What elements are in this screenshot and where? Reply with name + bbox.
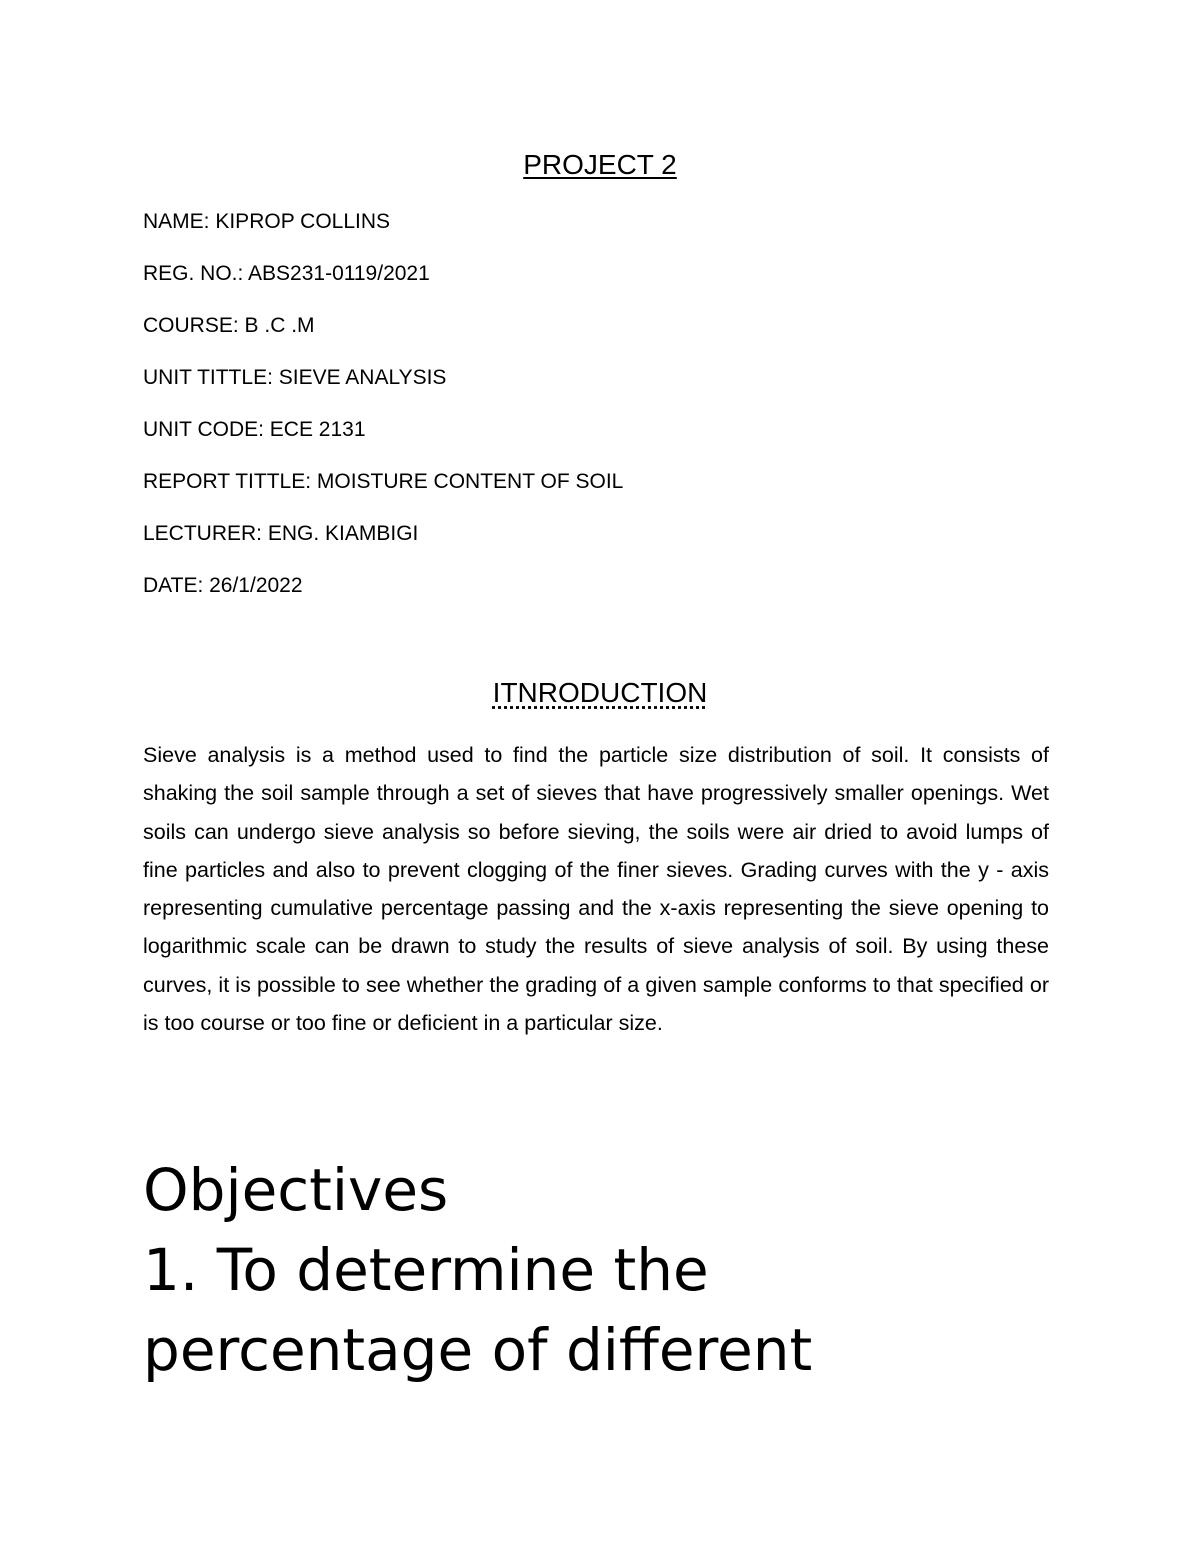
field-name: NAME: KIPROP COLLINS	[143, 210, 391, 233]
field-reg-no: REG. NO.: ABS231-0119/2021	[143, 262, 430, 285]
field-unit-title: UNIT TITTLE: SIEVE ANALYSIS	[143, 366, 447, 389]
field-date: DATE: 26/1/2022	[143, 574, 303, 597]
introduction-heading	[0, 676, 1200, 710]
objectives-heading: Objectives	[143, 1156, 449, 1224]
objectives-section	[143, 1150, 1143, 1390]
introduction-body: Sieve analysis is a method used to find the particle size distribution of soil. It consists of shaking the soil sample through a set of sieves that have progressively smaller openings. Wet soils can undergo sieve analysis so before sieving, the soils were air dried to avoid lumps of fine particles and also to prevent clogging of the finer sieves. Grading curves with the y - axis representing cumulative percentage passing and the x-axis representing the sieve opening to logarithmic scale can be drawn to study the results of sieve analysis of soil. By using these curves, it is possible to see whether the grading of a given sample conforms to that specified or is too course or too fine or deficient in a particular size.	[143, 743, 1049, 1036]
objective-line-2: percentage of different	[143, 1316, 813, 1384]
field-report-title: REPORT TITTLE: MOISTURE CONTENT OF SOIL	[143, 470, 624, 493]
introduction-heading-text: ITNRODUCTION	[492, 677, 708, 708]
objective-line-1: 1. To determine the	[143, 1236, 709, 1304]
document-title-text: PROJECT 2	[523, 149, 677, 180]
document-title	[0, 148, 1200, 182]
field-unit-code: UNIT CODE: ECE 2131	[143, 418, 366, 441]
field-course: COURSE: B .C .M	[143, 314, 315, 337]
field-lecturer: LECTURER: ENG. KIAMBIGI	[143, 522, 419, 545]
